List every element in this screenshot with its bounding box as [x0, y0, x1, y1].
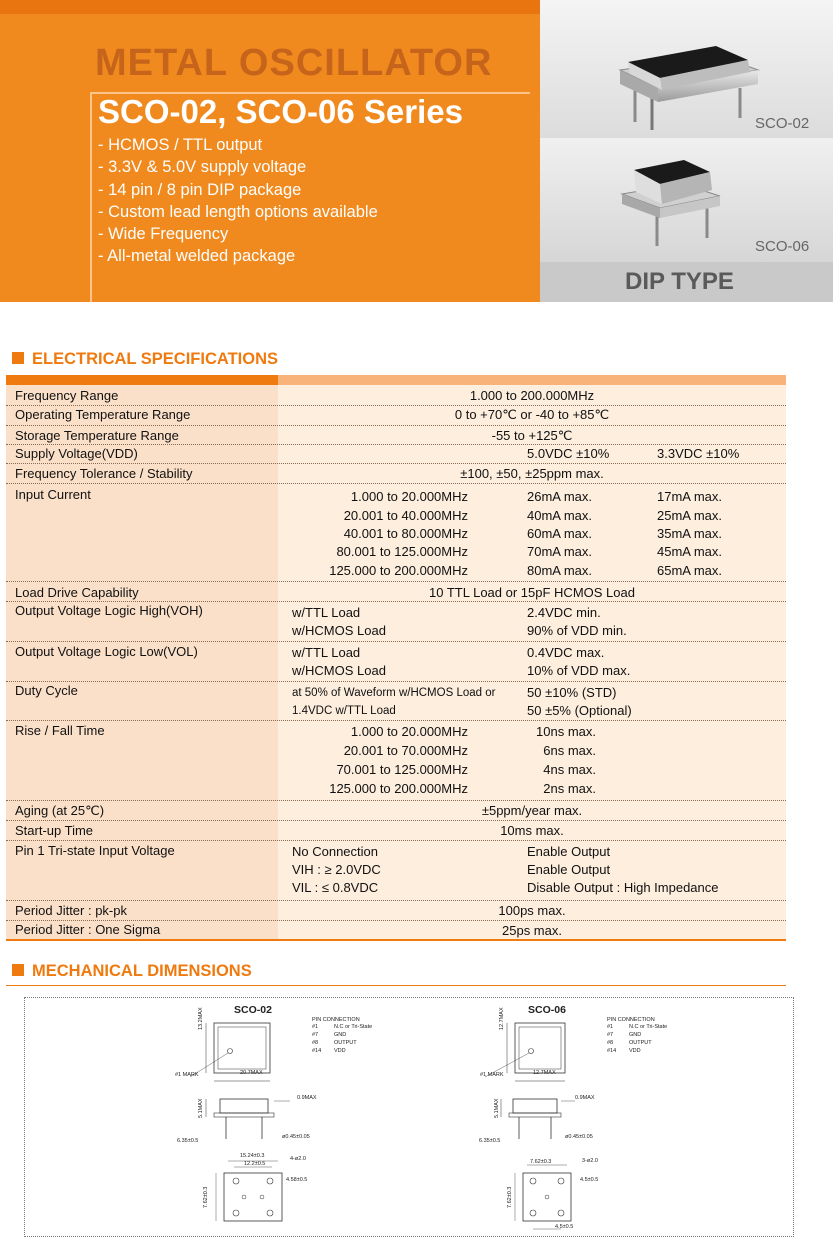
- sco02-product-photo: [600, 22, 770, 134]
- pin-number: #1: [312, 1024, 319, 1030]
- row-divider: [6, 483, 786, 484]
- sco02-drawing-title: SCO-02: [234, 1004, 272, 1016]
- condition-cell: VIL : ≤ 0.8VDC: [292, 880, 379, 895]
- dim-top-thickness: 0.9MAX: [575, 1095, 595, 1101]
- dim-side-height: 5.1MAX: [198, 1098, 204, 1118]
- row-divider: [6, 840, 786, 841]
- row-divider: [6, 800, 786, 801]
- condition-cell: w/TTL Load: [292, 645, 361, 660]
- spec-table-top-band-right: [278, 375, 786, 385]
- pin-function: OUTPUT: [629, 1040, 652, 1046]
- dim-bottom-offset: 4.5±0.5: [555, 1224, 574, 1230]
- pin1-mark-label: #1 MARK: [480, 1072, 504, 1078]
- spec-table-bottom-rule: [6, 939, 786, 941]
- row-divider: [6, 641, 786, 642]
- pin-number: #8: [607, 1040, 614, 1046]
- pin-number: #14: [607, 1048, 617, 1054]
- dim-hole: 4-ø2.0: [290, 1156, 306, 1162]
- spec-label: Start-up Time: [15, 823, 94, 838]
- row-divider: [6, 900, 786, 901]
- dim-lead-length: 6.35±0.5: [479, 1138, 501, 1144]
- condition-cell: at 50% of Waveform w/HCMOS Load or: [292, 687, 496, 699]
- sco02-dimension-drawing: [170, 1015, 310, 1235]
- condition-cell: w/HCMOS Load: [292, 663, 386, 678]
- dim-pin-offset: 4.58±0.5: [286, 1177, 308, 1183]
- pin-number: #7: [607, 1032, 614, 1038]
- spec-value: 1.000 to 200.000MHz: [469, 388, 595, 403]
- pin-connection-title: PIN CONNECTION: [312, 1017, 360, 1023]
- spec-label: Supply Voltage(VDD): [15, 446, 138, 461]
- spec-value: 25ps max.: [502, 923, 562, 938]
- sco06-drawing-title: SCO-06: [528, 1004, 566, 1016]
- banner-top-band: [0, 0, 540, 14]
- condition-cell: w/TTL Load: [292, 605, 361, 620]
- electrical-section-heading: ELECTRICAL SPECIFICATIONS: [12, 350, 278, 369]
- pin-function: N.C or Tri-State: [334, 1024, 373, 1030]
- feature-item: - Custom lead length options available: [98, 202, 378, 221]
- row-divider: [6, 920, 786, 921]
- current-5v-cell: 60mA max.: [527, 526, 593, 541]
- freq-range-cell: 20.001 to 70.000MHz: [343, 743, 468, 758]
- dim-top-thickness: 0.9MAX: [297, 1095, 317, 1101]
- spec-value: 4ns max.: [543, 762, 596, 777]
- square-bullet-icon: [12, 964, 24, 976]
- spec-label: Duty Cycle: [15, 683, 78, 698]
- pin1-mark-label: #1 MARK: [175, 1072, 199, 1078]
- feature-item: - 14 pin / 8 pin DIP package: [98, 180, 302, 199]
- series-title: SCO-02, SCO-06 Series: [98, 93, 463, 130]
- row-divider: [6, 681, 786, 682]
- dim-pin-pitch: 15.24±0.3: [240, 1153, 265, 1159]
- condition-cell: w/HCMOS Load: [292, 623, 386, 638]
- dim-width: 12.7MAX: [533, 1070, 556, 1076]
- dim-pin-diameter: ø0.45±0.05: [565, 1134, 593, 1140]
- row-divider: [6, 720, 786, 721]
- spec-value: 0 to +70℃ or -40 to +85℃: [454, 407, 610, 422]
- spec-value-3v: 3.3VDC ±10%: [657, 446, 740, 461]
- page-title: METAL OSCILLATOR: [95, 42, 493, 84]
- sco06-dimension-drawing: [475, 1015, 605, 1235]
- square-bullet-icon: [12, 352, 24, 364]
- dim-width: 20.7MAX: [240, 1070, 263, 1076]
- condition-cell: 1.4VDC w/TTL Load: [292, 705, 396, 717]
- dim-pin-diameter: ø0.45±0.05: [282, 1134, 310, 1140]
- sco06-photo-caption: SCO-06: [755, 238, 810, 255]
- package-type-label: DIP TYPE: [625, 268, 734, 295]
- spec-value: 10% of VDD max.: [527, 663, 631, 678]
- spec-value: Enable Output: [527, 844, 611, 859]
- spec-label: Output Voltage Logic High(VOH): [15, 603, 203, 618]
- spec-value: 10ns max.: [536, 724, 596, 739]
- spec-value: ±100, ±50, ±25ppm max.: [460, 466, 604, 481]
- pin-function: VDD: [334, 1048, 346, 1054]
- row-divider: [6, 581, 786, 582]
- freq-range-cell: 40.001 to 80.000MHz: [343, 526, 468, 541]
- feature-item: - All-metal welded package: [98, 247, 296, 266]
- spec-label: Output Voltage Logic Low(VOL): [15, 644, 198, 659]
- spec-value: -55 to +125℃: [491, 428, 573, 443]
- spec-value: 50 ±10% (STD): [527, 685, 617, 700]
- spec-label: Input Current: [15, 487, 91, 502]
- spec-value: 2.4VDC min.: [527, 605, 601, 620]
- dim-height: 12.7MAX: [499, 1007, 505, 1030]
- dim-row-spacing: 7.62±0.3: [507, 1186, 513, 1208]
- banner-vertical-rule: [90, 92, 92, 302]
- pin-number: #1: [607, 1024, 614, 1030]
- mechanical-section-heading: MECHANICAL DIMENSIONS: [12, 962, 252, 981]
- current-5v-cell: 80mA max.: [527, 563, 593, 578]
- current-3v-cell: 35mA max.: [657, 526, 723, 541]
- pin-connection-title: PIN CONNECTION: [607, 1017, 655, 1023]
- dim-pin-pitch-inner: 12.2±0.5: [244, 1161, 266, 1167]
- spec-label: Period Jitter : One Sigma: [15, 922, 161, 937]
- spec-value: 0.4VDC max.: [527, 645, 605, 660]
- dim-hole: 3-ø2.0: [582, 1158, 598, 1164]
- row-divider: [6, 820, 786, 821]
- row-divider: [6, 405, 786, 406]
- pin-number: #14: [312, 1048, 322, 1054]
- current-5v-cell: 26mA max.: [527, 489, 593, 504]
- sco06-product-photo: [612, 150, 732, 250]
- freq-range-cell: 70.001 to 125.000MHz: [336, 762, 468, 777]
- freq-range-cell: 1.000 to 20.000MHz: [350, 489, 468, 504]
- feature-item: - Wide Frequency: [98, 225, 229, 244]
- current-3v-cell: 45mA max.: [657, 544, 723, 559]
- dim-row-spacing: 7.62±0.3: [203, 1186, 209, 1208]
- pin-function: VDD: [629, 1048, 641, 1054]
- current-3v-cell: 65mA max.: [657, 563, 723, 578]
- spec-label: Aging (at 25℃): [15, 803, 105, 818]
- feature-list: [98, 134, 378, 268]
- dim-lead-length: 6.35±0.5: [177, 1138, 199, 1144]
- freq-range-cell: 1.000 to 20.000MHz: [350, 724, 468, 739]
- spec-value: 100ps max.: [498, 903, 566, 918]
- spec-value: 6ns max.: [543, 743, 596, 758]
- spec-value: 2ns max.: [543, 781, 596, 796]
- dim-pin-offset: 4.5±0.5: [580, 1177, 599, 1183]
- spec-label: Operating Temperature Range: [15, 407, 191, 422]
- current-3v-cell: 17mA max.: [657, 489, 723, 504]
- freq-range-cell: 125.000 to 200.000MHz: [329, 781, 468, 796]
- spec-value: Enable Output: [527, 862, 611, 877]
- spec-label: Period Jitter : pk-pk: [15, 903, 127, 918]
- row-divider: [6, 444, 786, 445]
- current-5v-cell: 70mA max.: [527, 544, 593, 559]
- condition-cell: No Connection: [292, 844, 378, 859]
- spec-label: Frequency Range: [15, 388, 119, 403]
- freq-range-cell: 125.000 to 200.000MHz: [329, 563, 468, 578]
- current-3v-cell: 25mA max.: [657, 508, 723, 523]
- spec-label: Load Drive Capability: [15, 585, 139, 600]
- spec-label: Frequency Tolerance / Stability: [15, 466, 193, 481]
- spec-label: Storage Temperature Range: [15, 428, 179, 443]
- condition-cell: VIH : ≥ 2.0VDC: [292, 862, 381, 877]
- spec-value: Disable Output : High Impedance: [527, 880, 719, 895]
- feature-item: - 3.3V & 5.0V supply voltage: [98, 158, 307, 177]
- freq-range-cell: 80.001 to 125.000MHz: [336, 544, 468, 559]
- feature-item: - HCMOS / TTL output: [98, 136, 263, 154]
- row-divider: [6, 425, 786, 426]
- mechanical-rule: [6, 985, 786, 986]
- row-divider: [6, 601, 786, 602]
- pin-function: OUTPUT: [334, 1040, 357, 1046]
- spec-value: ±5ppm/year max.: [481, 803, 583, 818]
- dim-side-height: 5.1MAX: [494, 1098, 500, 1118]
- spec-value: 50 ±5% (Optional): [527, 703, 632, 718]
- pin-function: N.C or Tri-State: [629, 1024, 668, 1030]
- pin-function: GND: [629, 1032, 642, 1038]
- spec-value-5v: 5.0VDC ±10%: [527, 446, 610, 461]
- spec-value: 90% of VDD min.: [527, 623, 627, 638]
- row-divider: [6, 463, 786, 464]
- spec-label: Pin 1 Tri-state Input Voltage: [15, 843, 175, 858]
- mechanical-drawing-frame: [24, 997, 794, 1237]
- sco02-photo-caption: SCO-02: [755, 115, 810, 132]
- spec-value: 10 TTL Load or 15pF HCMOS Load: [429, 585, 635, 600]
- pin-number: #7: [312, 1032, 319, 1038]
- current-5v-cell: 40mA max.: [527, 508, 593, 523]
- spec-value: 10ms max.: [500, 823, 564, 838]
- pin-number: #8: [312, 1040, 319, 1046]
- dim-pin-pitch: 7.62±0.3: [530, 1159, 552, 1165]
- freq-range-cell: 20.001 to 40.000MHz: [343, 508, 468, 523]
- dim-height: 13.2MAX: [198, 1007, 204, 1030]
- pin-function: GND: [334, 1032, 347, 1038]
- spec-label: Rise / Fall Time: [15, 723, 105, 738]
